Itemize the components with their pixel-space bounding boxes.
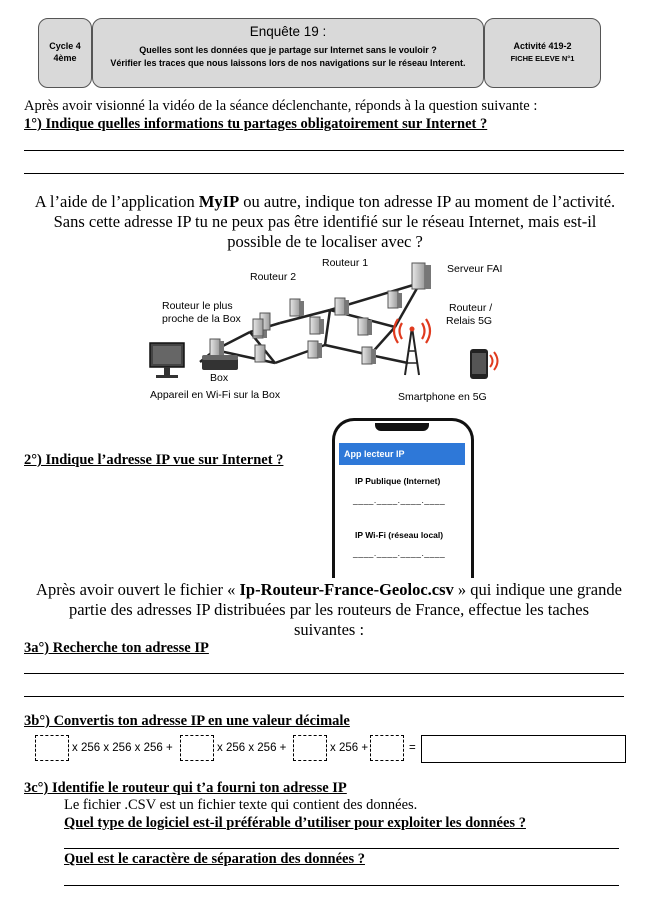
label-routeur-1: Routeur 1 (322, 257, 369, 269)
header-cycle-box (38, 18, 92, 88)
phone-app-bar (339, 443, 465, 465)
smartphone-icon (470, 349, 498, 379)
question-3b: 3b°) Convertis ton adresse IP en une valeur décimale (24, 713, 350, 729)
answer-line[interactable] (24, 173, 624, 174)
label-routeur-proche-1: Routeur le plus (162, 300, 233, 312)
question-3c: 3c°) Identifie le routeur qui t’a fourni ton adresse IP (24, 780, 347, 796)
page-subtitle-2: Vérifier les traces que nous laissons lors de nos navigations sur le réseau Interent. (110, 58, 466, 68)
multiplier-text-1: x 256 x 256 x 256 + (72, 742, 173, 754)
ip-octet-2-box[interactable] (180, 735, 214, 761)
ip-octet-3-box[interactable] (293, 735, 327, 761)
csv-pre: Après avoir ouvert le fichier « (36, 580, 240, 599)
router-icon (358, 318, 372, 335)
myip-paragraph (10, 192, 640, 252)
csv-line-3: suivantes : (293, 620, 365, 639)
phone-local-field[interactable]: ____.____.____.____ (353, 548, 446, 558)
level-label: 4ème (53, 53, 77, 63)
answer-line[interactable] (64, 885, 619, 886)
multiplier-text-2: x 256 x 256 + (217, 742, 287, 754)
myip-pre: A l’aide de l’application (34, 192, 199, 211)
question-separator: Quel est le caractère de séparation des données ? (64, 851, 365, 867)
answer-line[interactable] (24, 150, 624, 151)
csv-info-text: Le fichier .CSV est un fichier texte qui contient des données. (64, 797, 418, 813)
router-icon (388, 291, 402, 308)
csv-file-name: Ip-Routeur-France-Geoloc.csv (239, 580, 454, 599)
phone-local-label: IP Wi-Fi (réseau local) (355, 530, 444, 540)
myip-line-2: Sans cette adresse IP tu ne peux pas être identifié sur le réseau Internet, mais est-il (53, 212, 597, 231)
phone-mockup (332, 418, 474, 578)
question-2: 2°) Indique l’adresse IP vue sur Internet ? (24, 452, 284, 468)
ip-octet-1-box[interactable] (35, 735, 69, 761)
router-icon (308, 341, 322, 358)
answer-line[interactable] (64, 848, 619, 849)
intro-text: Après avoir visionné la vidéo de la séance déclenchante, réponds à la question suivante : (24, 98, 538, 114)
csv-post: » qui indique une grande (453, 580, 622, 599)
label-serveur-fai: Serveur FAI (447, 263, 503, 275)
router-icon (310, 317, 324, 334)
equals-sign: = (409, 742, 416, 754)
router-icon (255, 345, 265, 362)
label-box: Box (210, 372, 229, 384)
monitor-icon (150, 343, 184, 378)
label-smartphone: Smartphone en 5G (398, 391, 487, 403)
myip-app-name: MyIP (198, 192, 240, 211)
csv-line-2: partie des adresses IP distribuées par les routeurs de France, effectue les taches (68, 600, 589, 619)
network-diagram (140, 255, 540, 405)
router-icon (253, 319, 263, 336)
phone-app-title: App lecteur IP (344, 449, 405, 459)
multiplier-text-3: x 256 + (330, 742, 369, 754)
decimal-result-box[interactable] (421, 735, 626, 763)
phone-public-label: IP Publique (Internet) (355, 476, 441, 486)
router-icon (210, 339, 224, 356)
cycle-label: Cycle 4 (49, 41, 81, 51)
phone-notch (375, 423, 429, 431)
sheet-label: FICHE ELEVE N°1 (510, 54, 575, 63)
page-title: Enquête 19 : (249, 24, 327, 39)
label-routeur-2: Routeur 2 (250, 271, 297, 283)
activity-label: Activité 419-2 (513, 41, 572, 51)
label-relais-2: Relais 5G (446, 315, 493, 327)
antenna-icon (394, 319, 430, 375)
phone-public-field[interactable]: ____.____.____.____ (353, 495, 446, 505)
answer-line[interactable] (24, 696, 624, 697)
page-subtitle-1: Quelles sont les données que je partage sur Internet sans le vouloir ? (139, 45, 437, 55)
router-icon (290, 299, 304, 316)
label-appareil: Appareil en Wi-Fi sur la Box (150, 389, 281, 401)
csv-line-1 (14, 580, 644, 600)
ip-octet-4-box[interactable] (370, 735, 404, 761)
label-relais-1: Routeur / (449, 302, 493, 314)
header-activity-box (484, 18, 601, 88)
label-routeur-proche-2: proche de la Box (162, 313, 241, 325)
myip-post: ou autre, indique ton adresse IP au moment de l’activité. (239, 192, 616, 211)
myip-line-3: possible de te localiser avec ? (227, 232, 423, 251)
question-3a: 3a°) Recherche ton adresse IP (24, 640, 209, 656)
myip-line-1 (10, 192, 640, 212)
server-icon (412, 263, 431, 289)
csv-paragraph (14, 580, 644, 640)
question-software: Quel type de logiciel est-il préférable d’utiliser pour exploiter les données ? (64, 815, 526, 831)
router-icon (362, 347, 376, 364)
header-title-box (92, 18, 484, 88)
answer-line[interactable] (24, 673, 624, 674)
box-icon (202, 355, 238, 370)
question-1: 1°) Indique quelles informations tu partages obligatoirement sur Internet ? (24, 116, 488, 132)
router-icon (335, 298, 349, 315)
